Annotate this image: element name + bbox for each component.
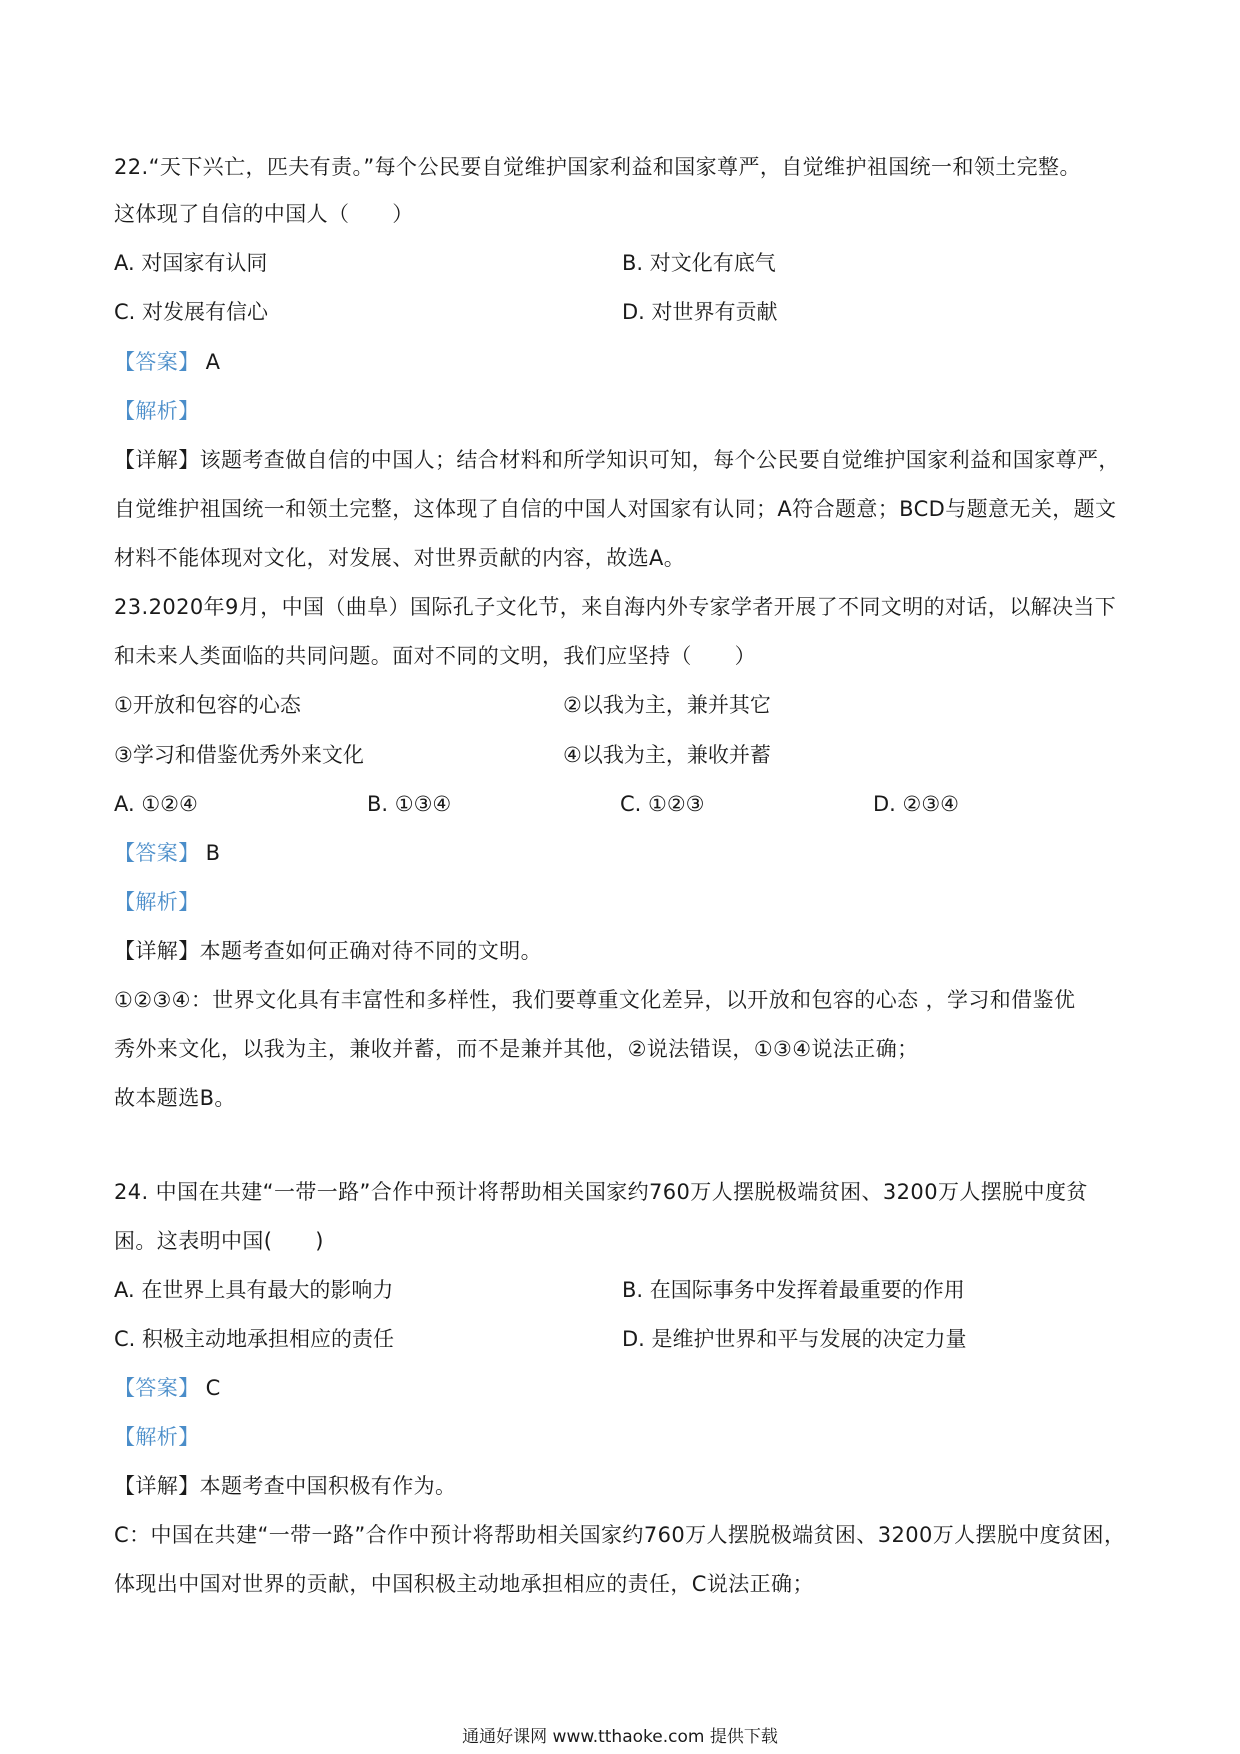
q22-option-c: C. 对发展有信心 — [114, 300, 269, 324]
q23-option-a: A. ①②④ — [114, 792, 198, 816]
q23-answer — [114, 838, 220, 868]
q24-option-b: B. 在国际事务中发挥着最重要的作用 — [622, 1278, 965, 1302]
q22-detail-line-1: 【详解】该题考查做自信的中国人；结合材料和所学知识可知，每个公民要自觉维护国家利益和国家尊严， — [114, 448, 1120, 472]
q24-detail-line-2: C：中国在共建“一带一路”合作中预计将帮助相关国家约760万人摆脱极端贫困、3200万人摆脱中度贫困， — [114, 1523, 1126, 1547]
q22-detail-line-2: 自觉维护祖国统一和领土完整，这体现了自信的中国人对国家有认同；A符合题意；BCD与题意无关，题文 — [114, 497, 1117, 521]
q22-stem-line-2: 这体现了自信的中国人（ ） — [114, 202, 414, 226]
answer-label: 【答案】 — [114, 350, 200, 374]
q24-analysis-label: 【解析】 — [114, 1425, 200, 1449]
q24-option-a: A. 在世界上具有最大的影响力 — [114, 1278, 394, 1302]
q23-item-3: ③学习和借鉴优秀外来文化 — [114, 743, 364, 767]
q24-stem-line-2: 困。这表明中国( ) — [114, 1229, 324, 1253]
q23-stem-line-2: 和未来人类面临的共同问题。面对不同的文明，我们应坚持（ ） — [114, 644, 756, 668]
q23-option-b: B. ①③④ — [367, 792, 452, 816]
q24-answer — [114, 1373, 221, 1403]
q24-detail-line-3: 体现出中国对世界的贡献，中国积极主动地承担相应的责任，C说法正确； — [114, 1572, 814, 1596]
q23-detail-line-1: 【详解】本题考查如何正确对待不同的文明。 — [114, 939, 542, 963]
q23-detail-line-4: 故本题选B。 — [114, 1086, 236, 1110]
answer-value: B — [205, 841, 221, 865]
answer-label: 【答案】 — [114, 1376, 200, 1400]
answer-value: A — [205, 350, 221, 374]
q22-option-d: D. 对世界有贡献 — [622, 300, 778, 324]
q24-detail-line-1: 【详解】本题考查中国积极有作为。 — [114, 1474, 457, 1498]
q24-option-c: C. 积极主动地承担相应的责任 — [114, 1327, 395, 1351]
q23-item-4: ④以我为主，兼收并蓄 — [563, 743, 771, 767]
q23-item-2: ②以我为主，兼并其它 — [563, 693, 771, 717]
q22-answer — [114, 347, 220, 377]
q23-detail-line-2: ①②③④：世界文化具有丰富性和多样性，我们要尊重文化差异，以开放和包容的心态 ，学习和借鉴优 — [114, 988, 1076, 1012]
q22-option-a: A. 对国家有认同 — [114, 251, 268, 275]
q22-stem-line-1: 22.“天下兴亡，匹夫有责。”每个公民要自觉维护国家利益和国家尊严，自觉维护祖国统一和领土完整。 — [114, 155, 1081, 179]
q23-option-c: C. ①②③ — [620, 792, 705, 816]
q24-option-d: D. 是维护世界和平与发展的决定力量 — [622, 1327, 967, 1351]
q23-analysis-label: 【解析】 — [114, 890, 200, 914]
q23-stem-line-1: 23.2020年9月，中国（曲阜）国际孔子文化节，来自海内外专家学者开展了不同文明的对话，以解决当下 — [114, 595, 1117, 619]
q23-detail-line-3: 秀外来文化，以我为主，兼收并蓄，而不是兼并其他，②说法错误，①③④说法正确； — [114, 1037, 919, 1061]
q23-option-d: D. ②③④ — [873, 792, 959, 816]
q24-stem-line-1: 24. 中国在共建“一带一路”合作中预计将帮助相关国家约760万人摆脱极端贫困、3200万人摆脱中度贫 — [114, 1180, 1088, 1204]
answer-value: C — [205, 1376, 221, 1400]
q22-detail-line-3: 材料不能体现对文化，对发展、对世界贡献的内容，故选A。 — [114, 546, 686, 570]
footer-source: 通通好课网 www.tthaoke.com 提供下载 — [462, 1727, 778, 1747]
answer-label: 【答案】 — [114, 841, 200, 865]
q22-analysis-label: 【解析】 — [114, 399, 200, 423]
q22-option-b: B. 对文化有底气 — [622, 251, 776, 275]
q23-item-1: ①开放和包容的心态 — [114, 693, 301, 717]
